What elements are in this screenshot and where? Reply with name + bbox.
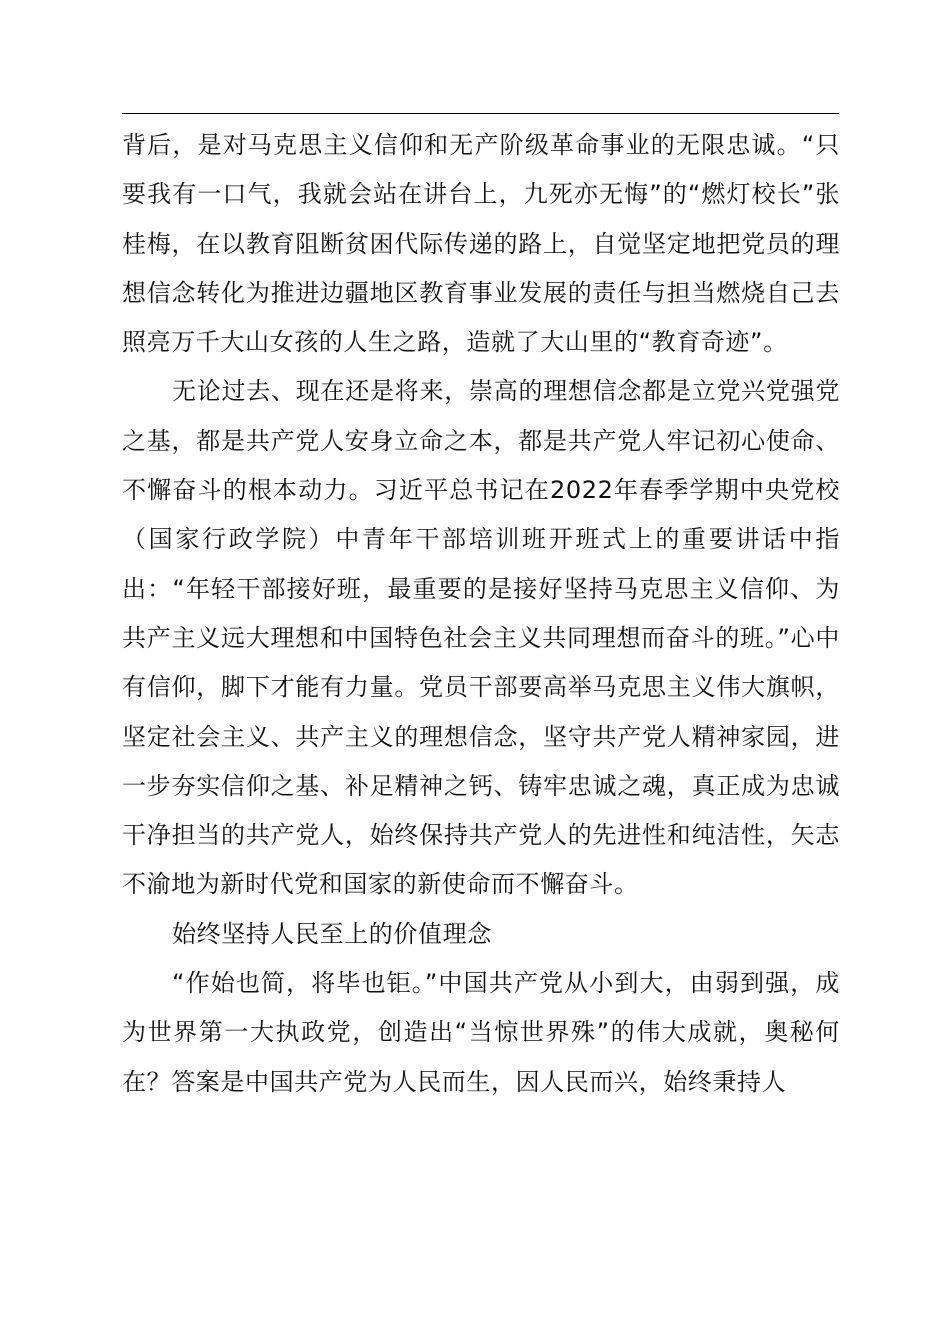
header-rule — [122, 113, 839, 114]
section-heading: 始终坚持人民至上的价值理念 — [172, 919, 492, 948]
paragraph-4: “作始也简，将毕也钜。”中国共产党从小到大，由弱到强，成为世界第一大执政党，创造出“当惊世界殊”的伟大成就，奥秘何在？答案是中国共产党为人民而生，因人民而兴，始终秉持人 — [122, 969, 840, 1096]
paragraph-1: 背后，是对马克思主义信仰和无产阶级革命事业的无限忠诚。“只要我有一口气，我就会站在讲台上，九死亦无悔”的“燃灯校长”张桂梅，在以教育阻断贫困代际传递的路上，自觉坚定地把党员的理想信念转化为推进边疆地区教育事业发展的责任与担当燃烧自己去照亮万千大山女孩的人生之路，造就了大山里的“教育奇迹”。 — [122, 131, 840, 357]
body-text — [122, 121, 840, 1107]
paragraph-2: 无论过去、现在还是将来，崇高的理想信念都是立党兴党强党之基，都是共产党人安身立命之本，都是共产党人牢记初心使命、不懈奋斗的根本动力。习近平总书记在2022年春季学期中央党校（国家行政学院）中青年干部培训班开班式上的重要讲话中指出：“年轻干部接好班，最重要的是接好坚持马克思主义信仰、为共产主义远大理想和中国特色社会主义共同理想而奋斗的班。”心中有信仰，脚下才能有力量。党员干部要高举马克思主义伟大旗帜，坚定社会主义、共产主义的理想信念，坚守共产党人精神家园，进一步夯实信仰之基、补足精神之钙、铸牢忠诚之魂，真正成为忠诚干净担当的共产党人，始终保持共产党人的先进性和纯洁性，矢志不渝地为新时代党和国家的新使命而不懈奋斗。 — [122, 377, 840, 899]
